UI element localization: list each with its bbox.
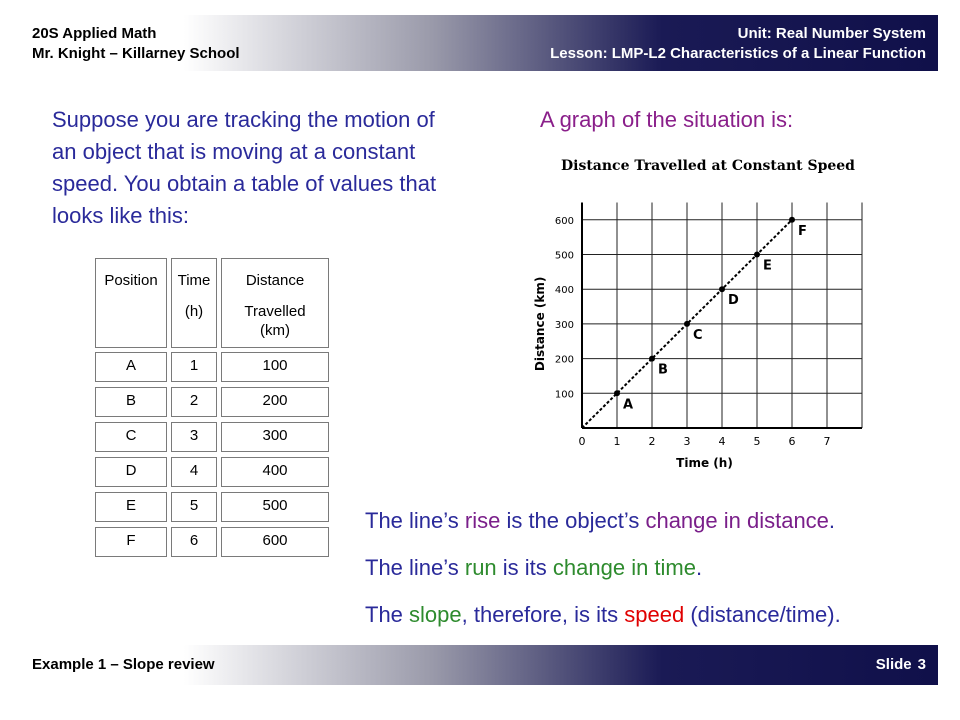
x-tick-label: 1 [613, 435, 621, 448]
header-time-unit: (h) [184, 303, 204, 320]
table-cell: 200 [221, 387, 329, 417]
y-axis-label: Distance (km) [533, 276, 547, 372]
slope-text-1: The [365, 602, 410, 627]
x-axis-label: Time (h) [676, 456, 733, 470]
point-label: F [798, 223, 807, 239]
course-title: 20S Applied Math [32, 25, 157, 42]
table-cell: 500 [221, 492, 329, 522]
y-tick-label: 100 [554, 389, 574, 401]
data-point [719, 286, 725, 292]
header-distance-unit: Travelled (km) [244, 303, 306, 339]
x-tick-label: 5 [753, 435, 761, 448]
point-label: D [728, 293, 739, 309]
slope-text-3: (distance/time). [684, 602, 841, 627]
data-point [684, 321, 690, 327]
lesson-title: Lesson: LMP-L2 Characteristics of a Linear Function [550, 45, 926, 62]
graph-caption: A graph of the situation is: [540, 107, 794, 132]
x-tick-label: 7 [823, 435, 831, 448]
header-time-label: Time [177, 272, 211, 289]
table-cell: 2 [171, 387, 217, 417]
header-position-label: Position [104, 272, 158, 289]
point-label: E [763, 258, 772, 274]
data-point [754, 252, 760, 258]
table-cell: B [95, 387, 167, 417]
data-point [789, 217, 795, 223]
y-tick-label: 300 [554, 319, 574, 331]
rise-keyword: rise [464, 508, 501, 533]
header-left [32, 24, 240, 64]
unit-title: Unit: Real Number System [737, 25, 926, 42]
header-cell-position [95, 258, 167, 348]
table-cell: A [95, 352, 167, 382]
header-cell-time [171, 258, 217, 348]
run-sentence [365, 553, 702, 583]
slide-label: Slide [875, 656, 912, 673]
x-tick-label: 4 [718, 435, 726, 448]
x-tick-label: 6 [788, 435, 796, 448]
header-distance-label: Distance [245, 272, 305, 289]
table-cell: F [95, 527, 167, 557]
point-label: A [623, 397, 634, 413]
point-label: B [658, 362, 668, 378]
teacher-name: Mr. Knight – Killarney School [32, 45, 240, 62]
chart-title: Distance Travelled at Constant Speed [561, 158, 855, 174]
header-right [550, 24, 926, 64]
slope-sentence [365, 600, 841, 630]
table-cell: 1 [171, 352, 217, 382]
slide-number: 3 [917, 656, 926, 673]
y-tick-label: 500 [554, 250, 574, 262]
data-point [614, 390, 620, 396]
run-text-1: The line’s [365, 555, 465, 580]
table-cell: E [95, 492, 167, 522]
run-highlight: change in time [552, 555, 696, 580]
slope-keyword: slope [409, 602, 462, 627]
run-period: . [696, 555, 703, 580]
rise-sentence [365, 506, 835, 536]
x-tick-label: 3 [683, 435, 691, 448]
rise-highlight: change in distance [645, 508, 829, 533]
table-cell: C [95, 422, 167, 452]
run-keyword: run [464, 555, 497, 580]
table-cell: 300 [221, 422, 329, 452]
x-tick-label: 0 [578, 435, 586, 448]
y-tick-label: 200 [554, 354, 574, 366]
table-cell: 100 [221, 352, 329, 382]
run-text-2: is its [496, 555, 553, 580]
y-tick-label: 400 [554, 285, 574, 297]
x-tick-label: 2 [648, 435, 656, 448]
header-cell-distance [221, 258, 329, 348]
rise-text-2: is the object’s [500, 508, 646, 533]
table-cell: 600 [221, 527, 329, 557]
table-cell: 400 [221, 457, 329, 487]
table-cell: 4 [171, 457, 217, 487]
y-tick-label: 600 [554, 215, 574, 227]
table-cell: 6 [171, 527, 217, 557]
table-cell: 5 [171, 492, 217, 522]
table-cell: 3 [171, 422, 217, 452]
values-table [95, 258, 333, 564]
table-cell: D [95, 457, 167, 487]
speed-keyword: speed [624, 602, 685, 627]
slide-indicator [870, 656, 926, 673]
data-point [649, 356, 655, 362]
intro-text: Suppose you are tracking the motion of an object that is moving at a constant speed. You obtain a table of values that looks like this: [52, 107, 437, 228]
example-label: Example 1 – Slope review [32, 656, 215, 673]
slope-text-2: , therefore, is its [461, 602, 625, 627]
rise-period: . [828, 508, 836, 533]
point-label: C [693, 327, 703, 343]
distance-time-chart [520, 150, 880, 475]
rise-text-1: The line’s [365, 508, 465, 533]
